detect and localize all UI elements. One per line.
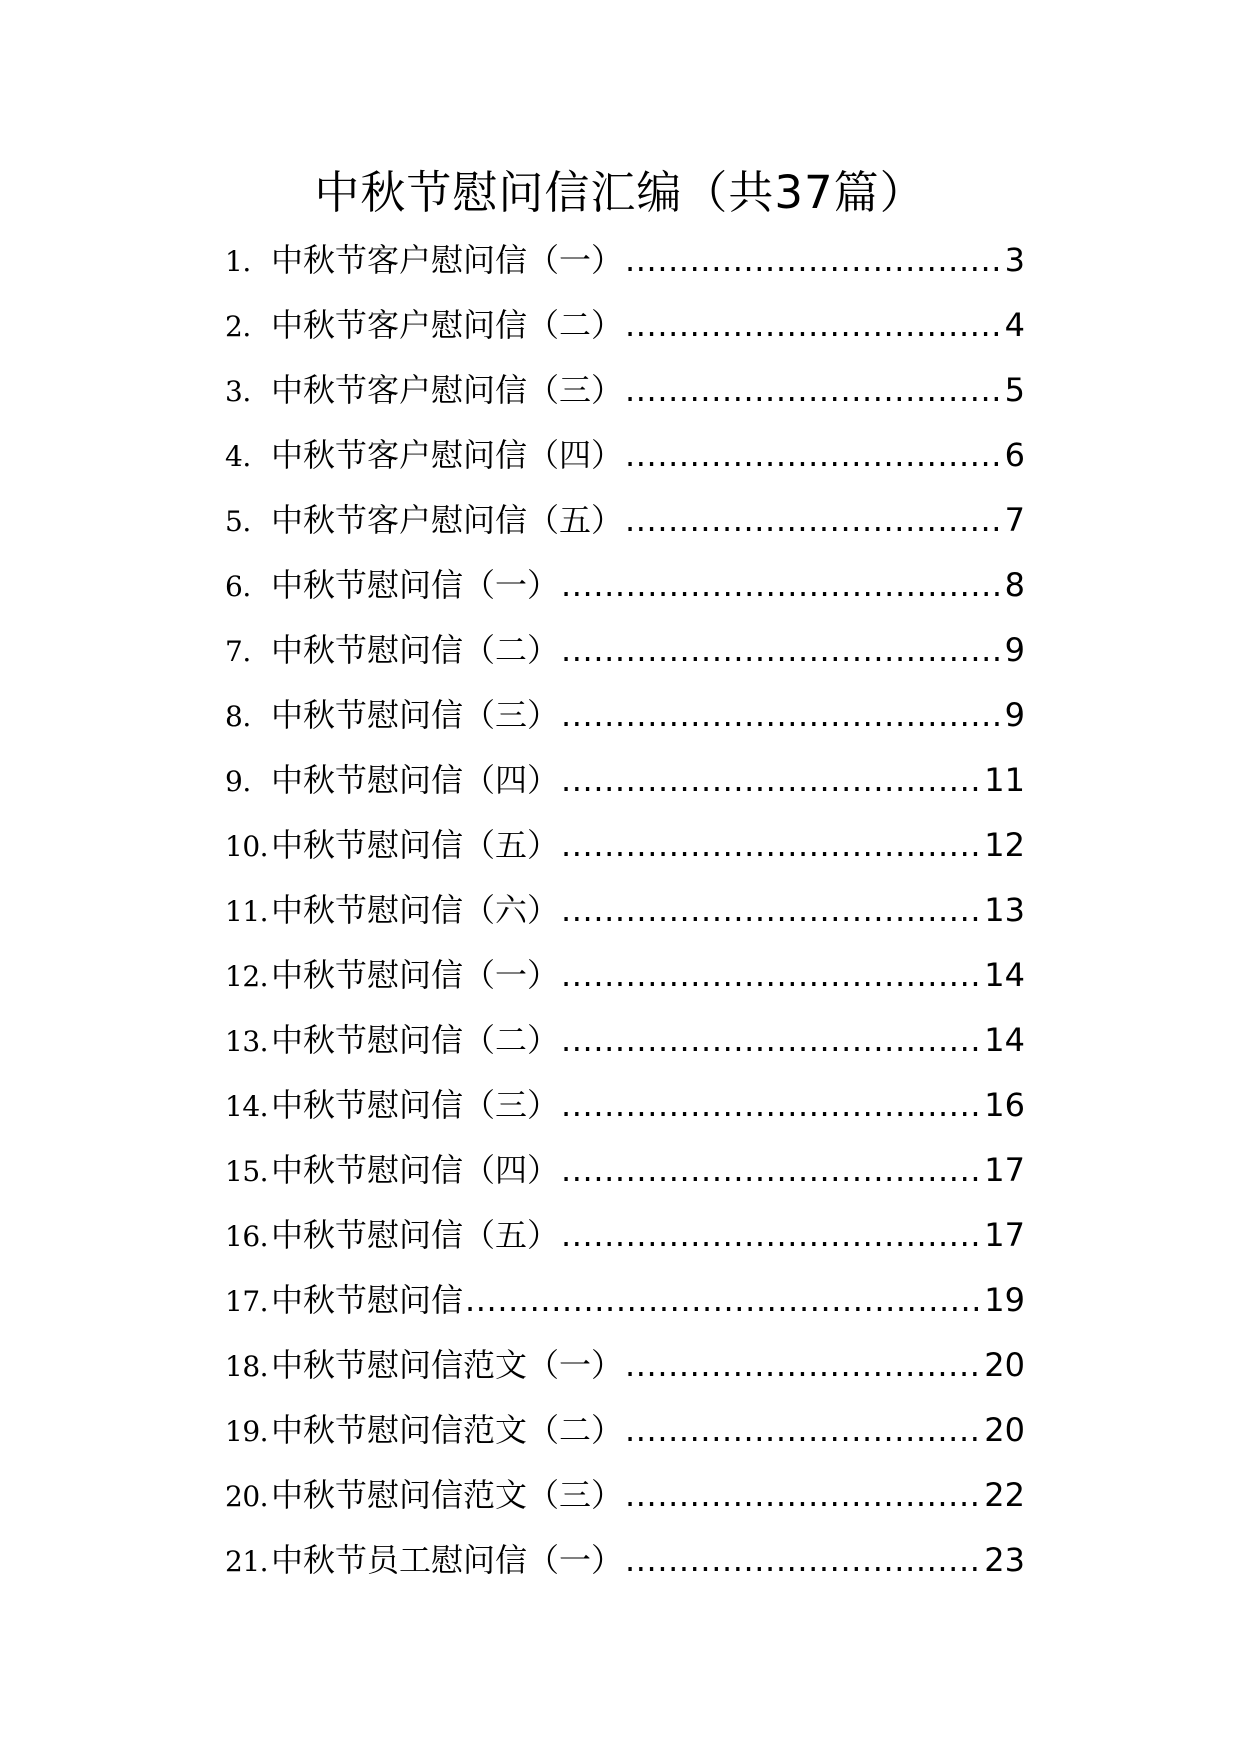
toc-dot-leader <box>561 890 980 930</box>
toc-entry[interactable] <box>225 825 1025 890</box>
toc-entry-title: 中秋节慰问信（一） <box>271 566 560 604</box>
toc-entry-title: 中秋节慰问信（六） <box>271 891 560 929</box>
toc-entry[interactable] <box>225 1345 1025 1410</box>
toc-dot-leader <box>561 630 1001 670</box>
toc-entry-title: 中秋节慰问信（三） <box>271 696 560 734</box>
toc-dot-leader <box>625 1475 980 1515</box>
toc-entry-number: 9. <box>225 765 251 798</box>
toc-dot-leader <box>561 1085 980 1125</box>
toc-entry-title: 中秋节慰问信（四） <box>271 761 560 799</box>
toc-entry-page: 12 <box>984 826 1025 864</box>
toc-dot-leader <box>625 370 1001 410</box>
toc-entry-page: 4 <box>1004 306 1025 344</box>
toc-entry-number: 2. <box>225 310 251 343</box>
toc-entry[interactable] <box>225 565 1025 630</box>
toc-dot-leader <box>465 1280 980 1320</box>
toc-entry-page: 20 <box>984 1411 1025 1449</box>
toc-entry-number: 13. <box>225 1025 269 1058</box>
toc-entry-page: 22 <box>984 1476 1025 1514</box>
toc-entry[interactable] <box>225 1085 1025 1150</box>
toc-dot-leader <box>561 695 1001 735</box>
toc-entry-number: 7. <box>225 635 251 668</box>
toc-entry-page: 3 <box>1004 241 1025 279</box>
toc-entry-page: 20 <box>984 1346 1025 1384</box>
toc-entry-number: 10. <box>225 830 269 863</box>
toc-entry-page: 14 <box>984 1021 1025 1059</box>
toc-entry-number: 19. <box>225 1415 269 1448</box>
toc-dot-leader <box>625 305 1001 345</box>
toc-entry-number: 8. <box>225 700 251 733</box>
toc-entry[interactable] <box>225 370 1025 435</box>
page-title: 中秋节慰问信汇编（共37篇） <box>314 166 926 219</box>
toc-dot-leader <box>625 240 1001 280</box>
toc-entry-number: 12. <box>225 960 269 993</box>
toc-entry-title: 中秋节慰问信（五） <box>271 1216 560 1254</box>
toc-entry[interactable] <box>225 1410 1025 1475</box>
toc-entry-title: 中秋节慰问信 <box>271 1281 464 1319</box>
toc-entry[interactable] <box>225 760 1025 825</box>
toc-dot-leader <box>561 955 980 995</box>
toc-entry-number: 17. <box>225 1285 269 1318</box>
toc-entry[interactable] <box>225 1150 1025 1215</box>
toc-entry[interactable] <box>225 1475 1025 1540</box>
toc-entry-number: 18. <box>225 1350 269 1383</box>
toc-entry[interactable] <box>225 890 1025 955</box>
toc-entry[interactable] <box>225 695 1025 760</box>
toc-entry[interactable] <box>225 1215 1025 1280</box>
toc-entry-title: 中秋节慰问信（一） <box>271 956 560 994</box>
toc-entry-number: 1. <box>225 245 251 278</box>
toc-entry-number: 15. <box>225 1155 269 1188</box>
toc-entry[interactable] <box>225 240 1025 305</box>
table-of-contents <box>225 240 1025 1605</box>
toc-entry-title: 中秋节客户慰问信（二） <box>271 306 624 344</box>
toc-dot-leader <box>625 1410 980 1450</box>
toc-entry-title: 中秋节客户慰问信（五） <box>271 501 624 539</box>
toc-dot-leader <box>561 1150 980 1190</box>
toc-entry-number: 11. <box>225 895 269 928</box>
toc-dot-leader <box>561 760 980 800</box>
toc-entry-number: 5. <box>225 505 251 538</box>
toc-entry[interactable] <box>225 630 1025 695</box>
toc-entry-title: 中秋节慰问信（四） <box>271 1151 560 1189</box>
toc-entry-page: 8 <box>1004 566 1025 604</box>
toc-entry-number: 3. <box>225 375 251 408</box>
toc-dot-leader <box>625 1540 980 1580</box>
toc-dot-leader <box>625 435 1001 475</box>
toc-dot-leader <box>625 500 1001 540</box>
toc-entry-page: 9 <box>1004 696 1025 734</box>
toc-entry-page: 19 <box>984 1281 1025 1319</box>
toc-entry-number: 14. <box>225 1090 269 1123</box>
toc-dot-leader <box>625 1345 980 1385</box>
toc-entry-page: 17 <box>984 1216 1025 1254</box>
toc-entry-page: 17 <box>984 1151 1025 1189</box>
toc-entry[interactable] <box>225 1020 1025 1085</box>
toc-entry-page: 7 <box>1004 501 1025 539</box>
toc-entry-page: 16 <box>984 1086 1025 1124</box>
toc-entry-title: 中秋节慰问信范文（三） <box>271 1476 624 1514</box>
toc-entry-number: 20. <box>225 1480 269 1513</box>
toc-dot-leader <box>561 565 1001 605</box>
toc-entry-number: 6. <box>225 570 251 603</box>
toc-entry-title: 中秋节员工慰问信（一） <box>271 1541 624 1579</box>
toc-entry-title: 中秋节慰问信（五） <box>271 826 560 864</box>
toc-entry-title: 中秋节慰问信（二） <box>271 631 560 669</box>
toc-entry[interactable] <box>225 1280 1025 1345</box>
toc-entry-title: 中秋节慰问信范文（一） <box>271 1346 624 1384</box>
toc-entry-page: 6 <box>1004 436 1025 474</box>
toc-entry[interactable] <box>225 435 1025 500</box>
toc-entry[interactable] <box>225 955 1025 1020</box>
toc-entry-title: 中秋节慰问信范文（二） <box>271 1411 624 1449</box>
toc-entry-title: 中秋节客户慰问信（三） <box>271 371 624 409</box>
toc-entry-page: 11 <box>984 761 1025 799</box>
toc-entry[interactable] <box>225 1540 1025 1605</box>
toc-entry-number: 4. <box>225 440 251 473</box>
toc-entry-page: 5 <box>1004 371 1025 409</box>
toc-entry-number: 21. <box>225 1545 269 1578</box>
toc-entry-title: 中秋节客户慰问信（四） <box>271 436 624 474</box>
toc-entry-number: 16. <box>225 1220 269 1253</box>
toc-entry-title: 中秋节慰问信（二） <box>271 1021 560 1059</box>
toc-dot-leader <box>561 825 980 865</box>
toc-entry-page: 9 <box>1004 631 1025 669</box>
toc-dot-leader <box>561 1215 980 1255</box>
toc-entry[interactable] <box>225 500 1025 565</box>
toc-entry-title: 中秋节客户慰问信（一） <box>271 241 624 279</box>
toc-entry[interactable] <box>225 305 1025 370</box>
toc-entry-page: 23 <box>984 1541 1025 1579</box>
toc-entry-page: 14 <box>984 956 1025 994</box>
toc-entry-page: 13 <box>984 891 1025 929</box>
toc-dot-leader <box>561 1020 980 1060</box>
toc-entry-title: 中秋节慰问信（三） <box>271 1086 560 1124</box>
